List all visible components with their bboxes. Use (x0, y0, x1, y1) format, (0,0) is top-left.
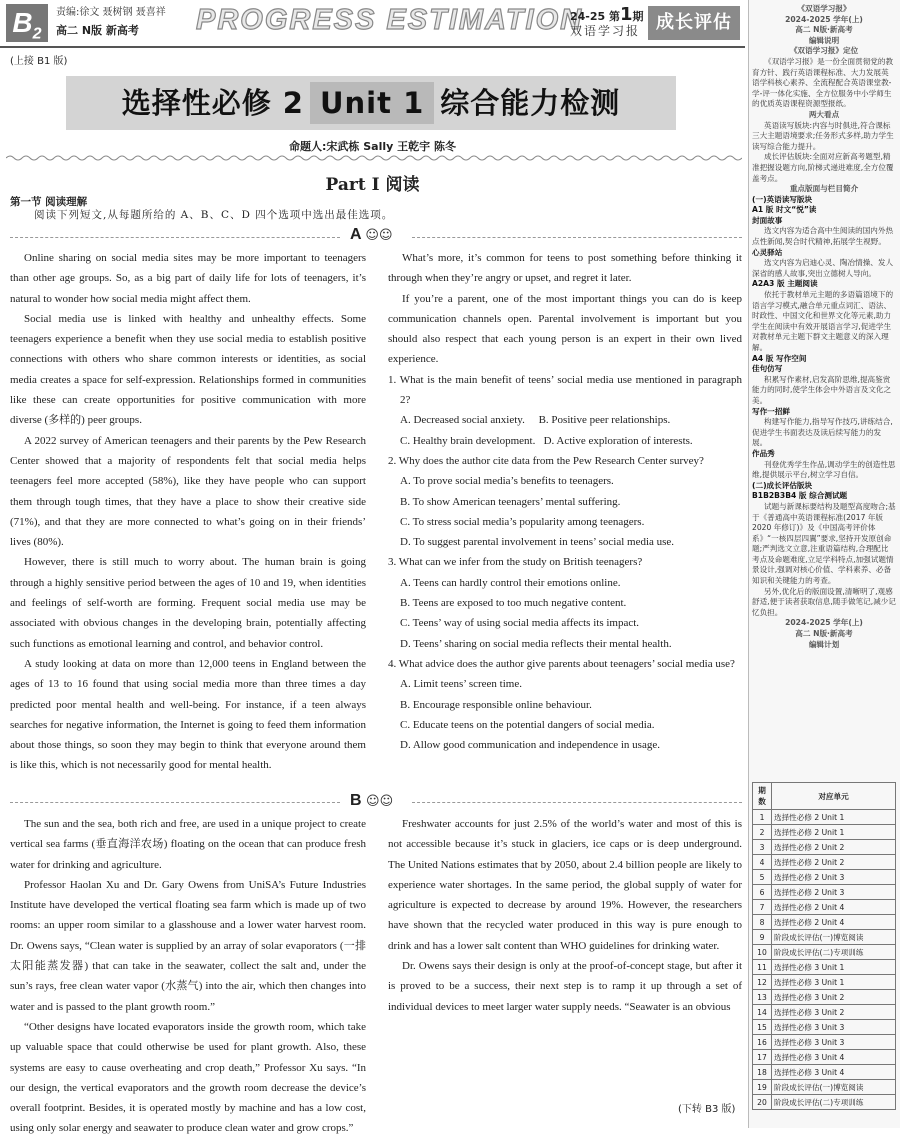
issue-number-cell: 1 (753, 810, 772, 825)
issue-number-cell: 19 (753, 1080, 772, 1095)
edit-plan-table (752, 782, 896, 1110)
table-row (753, 1095, 896, 1110)
paper-name: 双语学习报 (570, 24, 641, 38)
issue-number-cell: 6 (753, 885, 772, 900)
issue-label: 24-25 第1期 (570, 4, 644, 25)
question-stem: 3. What can we infer from the study on British teenagers? (388, 556, 643, 569)
banner-title: PROGRESS ESTIMATION (196, 4, 584, 36)
option: D. Allow good communication and independence in usage. (400, 739, 660, 752)
table-header-row (753, 783, 896, 810)
decor-icon: ☺☺ (366, 794, 394, 809)
issue-number-cell: 20 (753, 1095, 772, 1110)
position-text: 《双语学习报》是一份全面贯彻党的教育方针、践行英语课程标准、大力发展英语学科核心素养、全流程配合英语课堂教-学-评一体化实施、全方位服务中小学师生的优质英语课程资源型报纸。 (752, 56, 894, 109)
paragraph: However, there is still much to worry about. The human brain is going through a highly sensitive period between the ages of 10 and 19, when identities and feelings of self-worth are forming. Frequent social media use may be associated with obvious changes in the developing brain, potentially affecting such functions as emotional learning and control, and behavior control. (10, 556, 366, 650)
unit-cell: 选择性必修 3 Unit 3 (772, 1035, 896, 1050)
option: D. Teens’ sharing on social media reflects their mental health. (400, 637, 672, 650)
divider-line (412, 237, 742, 238)
issue-number-cell: 16 (753, 1035, 772, 1050)
option: D. To suggest parental involvement in teens’ social media use. (400, 536, 675, 549)
decor-icon: ☺☺ (365, 228, 393, 243)
unit-cell: 选择性必修 3 Unit 1 (772, 975, 896, 990)
option-pair: A. Decreased social anxiety. B. Positive peer relationships. (400, 414, 671, 427)
table-row (753, 1080, 896, 1095)
instruction-text: 阅读下列短文,从每题所给的 A、B、C、D 四个选项中选出最佳选项。 (34, 209, 394, 221)
plan-edition: 高二 N版·新高考 (795, 629, 853, 639)
issue-number-cell: 15 (753, 1020, 772, 1035)
issue-number-cell: 9 (753, 930, 772, 945)
column-sub: 佳句仿写 (752, 364, 783, 374)
table-row (753, 945, 896, 960)
unit-cell: 选择性必修 2 Unit 4 (772, 915, 896, 930)
option: B. To show American teenagers’ mental suffering. (400, 495, 621, 508)
column-sub: 写作一招鲜 (752, 406, 790, 416)
paragraph: Online sharing on social media sites may be more important to teenagers than other age groups. So, as a big part of daily life for lots of teenagers, it’s natural to wonder how social media might affect them. (10, 252, 366, 305)
option-pair: C. Healthy brain development. D. Active exploration of interests. (400, 434, 693, 447)
paragraph: Social media use is linked with healthy and unhealthy effects. Some teenagers experience a benefit when they use social media to establish positive connections with others who share common interests or identities, as social media creates a space for self-expression. Relationships formed in communities like these can create opportunities for positive communication with more diverse (多样的) peer groups. (10, 312, 366, 427)
table-row (753, 1065, 896, 1080)
unit-cell: 选择性必修 2 Unit 3 (772, 870, 896, 885)
unit-cell: 选择性必修 2 Unit 1 (772, 825, 896, 840)
table-row (753, 960, 896, 975)
plan-title: 编辑计划 (808, 639, 840, 649)
table-row (753, 975, 896, 990)
issue-number-cell: 10 (753, 945, 772, 960)
unit-cell: 选择性必修 3 Unit 2 (772, 990, 896, 1005)
option: C. Teens’ way of using social media affects its impact. (400, 617, 640, 630)
column-title: A2A3 版 主题阅读 (752, 279, 818, 289)
authors-line: 命题人:宋武栋 Sally 王乾宇 陈冬 (289, 140, 456, 153)
paragraph: If you’re a parent, one of the most important things you can do is keep communication channels open. Parental involvement is important but you should also respect that each young person is an expert in their own lived experience. (388, 292, 742, 366)
unit-cell: 阶段成长评估(二)专项训练 (772, 1095, 896, 1110)
wave-divider (6, 154, 742, 162)
highlight-text: 成长评估版块:全面对应新高考题型,精准把握设题方向,阶梯式递进难度,全方位覆盖考点。 (752, 152, 894, 183)
table-row (753, 885, 896, 900)
continued-from: (上接 B1 版) (10, 56, 68, 67)
table-row (753, 855, 896, 870)
column-text: 选文内容为启迪心灵、陶冶情操、发人深省的感人故事,突出立德树人导向。 (752, 258, 894, 278)
table-row (753, 990, 896, 1005)
focus-title: 重点版面与栏目简介 (789, 184, 859, 194)
issue-number-cell: 2 (753, 825, 772, 840)
column-header: 对应单元 (772, 783, 896, 810)
page-title (66, 76, 676, 130)
option: A. Limit teens’ screen time. (400, 678, 522, 691)
passage-a-label: A ☺☺ (350, 226, 393, 243)
column-text: 依托于教材单元主题的多语篇语境下的语言学习模式,融合单元重点词汇、语法、时政性、中国文化和世界文化等元素,助力学生在阅读中有效开展语言学习,促进学生对教材单元主题下群文主题意义的深入理解。 (752, 290, 894, 352)
table-row (753, 1005, 896, 1020)
column-title: B1B2B3B4 版 综合测试题 (752, 491, 848, 501)
paragraph: Freshwater accounts for just 2.5% of the world’s water and most of this is not accessible because it’s stuck in glaciers, ice caps or is deep underground. The United Nations estimates that by 2050, about 2.4 billion people are likely to experience water shortages. In the same period, the global supply of water for agriculture is expected to decrease by around 19%. However, the researchers have shown that the recycled water produced in this way is pure enough to drink and has a lower salt content than WHO guidelines for drinking water. (388, 818, 742, 952)
table-row (753, 825, 896, 840)
table-body (753, 810, 896, 1110)
issue-number-cell: 18 (753, 1065, 772, 1080)
issue-number-cell: 13 (753, 990, 772, 1005)
sidebar-edition: 高二 N版·新高考 (795, 25, 853, 35)
guide-title: 编辑说明 (808, 35, 840, 45)
option: A. To prove social media’s benefits to teenagers. (400, 475, 614, 488)
issue-number-cell: 5 (753, 870, 772, 885)
paragraph: “Other designs have located evaporators inside the growth room, which take up valuable space that could otherwise be used for plant growth. Also, these systems are easy to cause overheating and crop death,” Professor Xu says. “In our design, the vertical evaporators and the growth room decrease the device’s overall footprint. Besides, it is operated mostly by machine and has a low cost, using only solar energy and seawater to produce clean water and grow crops.” (10, 1020, 366, 1135)
header-rule (0, 46, 745, 48)
plan-year: 2024-2025 学年(上) (785, 618, 863, 628)
passage-b-column-2 (388, 814, 742, 1017)
issue-number-cell: 14 (753, 1005, 772, 1020)
paragraph: A 2022 survey of American teenagers and their parents by the Pew Research Center showed that a majority of respondents felt that social media helps teenagers feel more accepted (58%), like they have people who can support them through tough times, that they have a place to show their creative side (71%), and that they are more connected to what’s going on in their friends’ lives (80%). (10, 434, 366, 549)
column-text: 选文内容为适合高中生阅读的国内外热点性新闻,契合时代精神,拓展学生视野。 (752, 226, 894, 247)
issue-number-cell: 17 (753, 1050, 772, 1065)
table-row (753, 1050, 896, 1065)
table-row (753, 840, 896, 855)
table-row (753, 1020, 896, 1035)
highlights-title: 两大看点 (808, 109, 840, 119)
unit-cell: 选择性必修 2 Unit 4 (772, 900, 896, 915)
unit-cell: 选择性必修 2 Unit 2 (772, 840, 896, 855)
issue-number-cell: 7 (753, 900, 772, 915)
block-title: (二)成长评估版块 (752, 480, 813, 490)
brand-badge: 成长评估 (648, 6, 740, 40)
question-stem: 4. What advice does the author give parents about teenagers’ social media use? (388, 657, 735, 670)
edition-label: 高二 N版 新高考 (56, 24, 139, 37)
table-row (753, 915, 896, 930)
section-logo: $B_2$ (6, 4, 48, 42)
title-right: 综合能力检测 (440, 86, 621, 120)
option: A. Teens can hardly control their emotions online. (400, 576, 621, 589)
unit-cell: 选择性必修 2 Unit 2 (772, 855, 896, 870)
passage-a-column-1 (10, 248, 366, 776)
part-heading: Part Ⅰ 阅读 (325, 175, 420, 195)
unit-cell: 阶段成长评估(一)博览阅读 (772, 930, 896, 945)
editor-line: 责编:徐文 聂树钢 聂喜祥 (56, 7, 166, 18)
sidebar-title: 《双语学习报》 (797, 4, 851, 13)
continued-to: (下转 B3 版) (678, 1104, 736, 1115)
issue-number-cell: 3 (753, 840, 772, 855)
divider-line (10, 237, 340, 238)
question-stem: 1. What is the main benefit of teens’ social media use mentioned in paragraph 2? (388, 373, 742, 407)
table-row (753, 930, 896, 945)
divider-line (412, 802, 742, 803)
unit-cell: 选择性必修 2 Unit 1 (772, 810, 896, 825)
sidebar-content (752, 4, 896, 650)
table-row (753, 810, 896, 825)
option: C. To stress social media’s popularity among teenagers. (400, 515, 645, 528)
column-sub: 封面故事 (752, 215, 783, 225)
table-row (753, 870, 896, 885)
highlight-text: 英语读写版块:内容与时俱进,符合课标三大主题语境要求;任务形式多样,助力学生读写综合能力提升。 (752, 120, 894, 151)
issue-number-cell: 8 (753, 915, 772, 930)
unit-cell: 阶段成长评估(二)专项训练 (772, 945, 896, 960)
column-sub: 作品秀 (752, 448, 775, 458)
position-title: 《双语学习报》定位 (789, 46, 859, 56)
paragraph: What’s more, it’s common for teens to post something before thinking it through when they’re angry or upset, and regret it later. (388, 252, 742, 285)
block-title: (一)英语读写版块 (752, 194, 813, 204)
issue-number-cell: 4 (753, 855, 772, 870)
passage-b-label: B ☺☺ (350, 792, 394, 809)
issue-number-cell: 11 (753, 960, 772, 975)
title-unit: Unit 1 (310, 82, 434, 124)
paragraph: Professor Haolan Xu and Dr. Gary Owens from UniSA’s Future Industries Institute have developed the vertical floating sea farm which is made up of two rooms: an upper room similar to a glasshouse and a lower water harvest room. Dr. Owens says, “Clean water is supplied by an array of solar evaporators (一排太阳能蒸发器) that can take in the seawater, collect the salt and, under the sun’s rays, free clean water vapor (水蒸气) into the air, which then changes into water and is passed to the plant growth room.” (10, 878, 366, 1013)
column-text: 构建写作能力,指导写作技巧,讲练结合,促进学生书面表达及读后续写能力的发展。 (752, 417, 893, 448)
passage-b-column-1 (10, 814, 366, 1139)
column-sub: 心灵驿站 (752, 247, 783, 257)
title-left: 选择性必修 2 (121, 86, 304, 120)
unit-cell: 选择性必修 3 Unit 2 (772, 1005, 896, 1020)
option: B. Teens are exposed to too much negative content. (400, 597, 627, 610)
unit-cell: 选择性必修 3 Unit 1 (772, 960, 896, 975)
paragraph: Dr. Owens says their design is only at the proof-of-concept stage, but after it is proved to be a success, their next step is to ramp it up through a set of individual devices to meet larger water supply needs. “Seawater is an obvious (388, 960, 742, 1013)
column-title: A4 版 写作空间 (752, 353, 807, 363)
section-title: 第一节 阅读理解 (10, 196, 88, 208)
question-stem: 2. Why does the author cite data from the Pew Research Center survey? (388, 454, 704, 467)
table-row (753, 1035, 896, 1050)
option: C. Educate teens on the potential dangers of social media. (400, 718, 655, 731)
unit-cell: 选择性必修 3 Unit 4 (772, 1065, 896, 1080)
unit-cell: 选择性必修 3 Unit 3 (772, 1020, 896, 1035)
column-title: A1 版 时文“悦”读 (752, 205, 817, 215)
table-row (753, 900, 896, 915)
column-text: 试题与新课标要结构及题型高度吻合;基于《普通高中英语课程标准(2017 年版 2020 年修订)》及《中国高考评价体系》“一核四层四翼”要求,坚持开发原创命题;严判选文立意,注重语篇结构,合理配比考点及命题难度,立足学科特点,加强试题情景设计,强调对核心价值、学科素养、必备知识和关键能力的考查。 (752, 501, 896, 586)
column-text: 积累写作素材,启发高阶思维,提高鉴赏能力的同时,使学生体会中外语言及文化之美。 (752, 374, 892, 405)
unit-cell: 选择性必修 2 Unit 3 (772, 885, 896, 900)
unit-cell: 阶段成长评估(一)博览阅读 (772, 1080, 896, 1095)
column-text: 另外,优化后的版面设置,清晰明了,观感舒适,便于读者获取信息,随手做笔记,减少记忆负担。 (752, 586, 896, 617)
unit-cell: 选择性必修 3 Unit 4 (772, 1050, 896, 1065)
paragraph: A study looking at data on more than 12,000 teens in England between the ages of 13 to 16 found that using social media more than three times a day predicted poor mental health and well-being. For instance, if a teen always searches for negative information, the Internet is going to feed them information about those things, so soon they may begin to think that everyone around them is like this, which is not necessarily good for mental health. (10, 657, 366, 772)
issue-number-cell: 12 (753, 975, 772, 990)
sidebar-year: 2024-2025 学年(上) (785, 14, 863, 24)
paragraph: The sun and the sea, both rich and free, are used in a unique project to create vertical sea farms (垂直海洋农场) floating on the ocean that can produce fresh water for drinking and agriculture. (10, 818, 366, 871)
divider-line (10, 802, 340, 803)
passage-a-column-2 (388, 248, 742, 755)
option: B. Encourage responsible online behaviour. (400, 698, 592, 711)
column-text: 刊登优秀学生作品,调动学生的创造性思维,提供展示平台,树立学习自信。 (752, 459, 896, 480)
column-header: 期数 (753, 783, 772, 810)
